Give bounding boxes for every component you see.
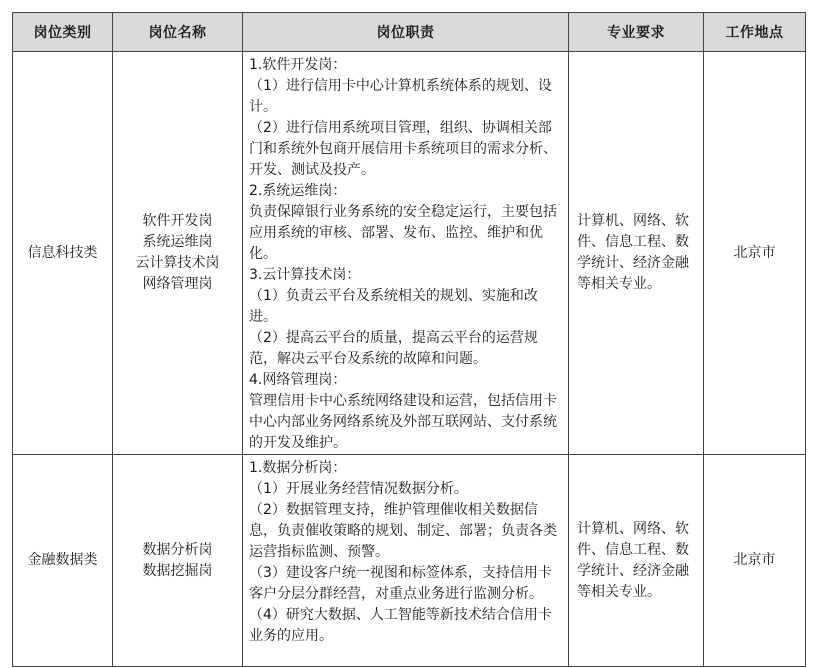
major-cell: 计算机、网络、软件、信息工程、数学统计、经济金融等相关专业。: [569, 52, 704, 455]
header-duties: 岗位职责: [243, 13, 569, 52]
position-names-cell: [113, 455, 243, 667]
duty-line: （2）数据管理支持，维护管理催收相关数据信息，负责催收策略的规划、制定、部署；负责各类运营指标监测、预警。: [249, 502, 557, 560]
duties-cell: [243, 52, 569, 455]
position-name: 数据挖掘岗: [142, 562, 213, 579]
duty-line: 管理信用卡中心系统网络建设和运营，包括信用卡中心内部业务网络系统及外部互联网站、支付系统的开发及维护。: [249, 393, 557, 451]
duty-line: 1.软件开发岗：: [249, 57, 347, 73]
duty-line: （1）开展业务经营情况数据分析。: [249, 481, 468, 497]
duty-line: 2.系统运维岗：: [249, 183, 347, 199]
header-location: 工作地点: [704, 13, 806, 52]
duty-line: （3）建设客户统一视图和标签体系，支持信用卡客户分层分群经营，对重点业务进行监测分析。: [249, 565, 552, 602]
position-name: 系统运维岗: [142, 234, 213, 250]
category-cell: 信息科技类: [13, 52, 113, 455]
header-category: 岗位类别: [13, 13, 113, 52]
duties-cell: [243, 455, 569, 667]
duty-line: 3.云计算技术岗：: [249, 267, 361, 283]
duty-line: （4）研究大数据、人工智能等新技术结合信用卡业务的应用。: [249, 607, 552, 644]
duty-line: （1）进行信用卡中心计算机系统体系的规划、设计。: [249, 78, 552, 115]
location-cell: 北京市: [704, 52, 806, 455]
category-cell: 金融数据类: [13, 455, 113, 667]
duty-line: 负责保障银行业务系统的安全稳定运行，主要包括应用系统的审核、部署、发布、监控、维护和优化。: [249, 204, 557, 262]
location-cell: 北京市: [704, 455, 806, 667]
major-cell: 计算机、网络、软件、信息工程、数学统计、经济金融等相关专业。: [569, 455, 704, 667]
header-major: 专业要求: [569, 13, 704, 52]
table-row: [13, 52, 806, 455]
position-name: 软件开发岗: [142, 213, 213, 229]
header-name: 岗位名称: [113, 13, 243, 52]
position-names-cell: [113, 52, 243, 455]
table-row: [13, 455, 806, 667]
header-row: [13, 13, 806, 52]
duty-line: （1）负责云平台及系统相关的规划、实施和改进。: [249, 288, 538, 325]
duty-line: （2）提高云平台的质量，提高云平台的运营规范，解决云平台及系统的故障和问题。: [249, 330, 538, 367]
position-name: 数据分析岗: [142, 541, 213, 558]
position-name: 云计算技术岗: [135, 255, 220, 271]
duty-line: 1.数据分析岗：: [249, 460, 347, 476]
position-name: 网络管理岗: [142, 276, 213, 292]
duty-line: 4.网络管理岗：: [249, 372, 347, 388]
job-table: [12, 12, 806, 667]
duty-line: （2）进行信用系统项目管理，组织、协调相关部门和系统外包商开展信用卡系统项目的需求分析、开发、测试及投产。: [249, 120, 557, 178]
